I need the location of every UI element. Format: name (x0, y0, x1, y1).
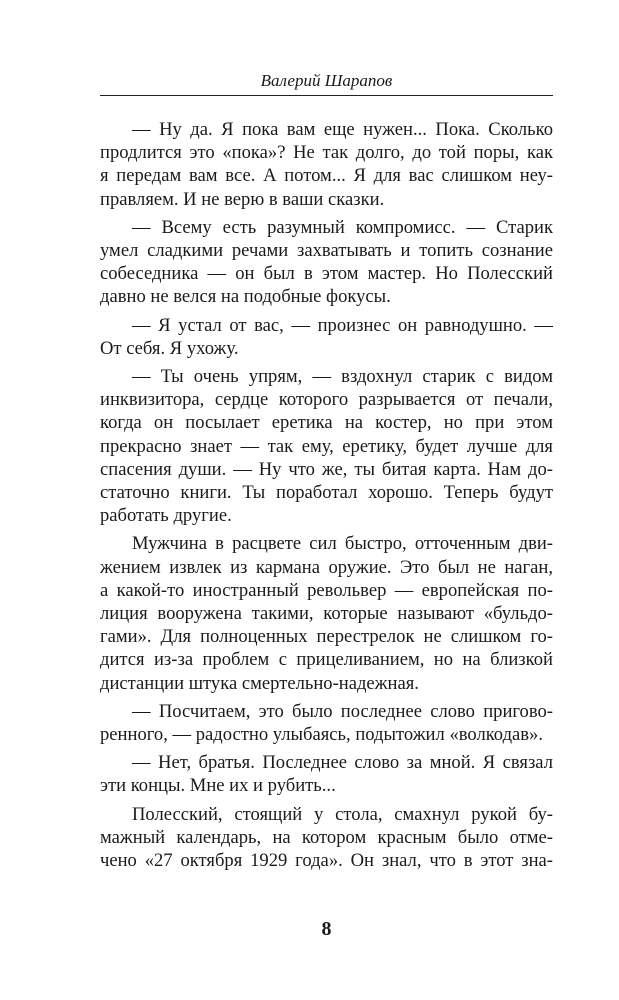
paragraph (100, 216, 553, 309)
text-line: спасения души. — Ну что же, ты битая карта. Нам до- (100, 458, 553, 480)
text-line: я передам вам все. А потом... Я для вас слишком неу- (100, 165, 553, 187)
text-line: умел сладкими речами захватывать и топить сознание (100, 240, 553, 262)
text-line: прекрасно знает — так ему, еретику, будет лучше для (100, 435, 553, 457)
text-line: эти концы. Мне их и рубить... (100, 775, 336, 797)
text-line: — Ты очень упрям, — вздохнул старик с видом (132, 366, 553, 388)
text-line: давно не велся на подобные фокусы. (100, 286, 391, 308)
text-line: инквизитора, сердце которого разрывается от печали, (100, 389, 553, 411)
text-line: — Посчитаем, это было последнее слово пригово- (132, 700, 553, 722)
text-line: ренного, — радостно улыбаясь, подытожил «волкодав». (100, 724, 544, 746)
text-line: — Я устал от вас, — произнес он равнодушно. — (132, 314, 553, 336)
running-head-author: Валерий Шарапов (260, 71, 393, 90)
body-text (100, 118, 553, 877)
header-rule (100, 95, 553, 96)
paragraph (100, 118, 553, 211)
text-line: правляем. И не верю в ваши сказки. (100, 188, 385, 210)
text-line: — Всему есть разумный компромисс. — Старик (132, 216, 553, 238)
text-line: собеседника — он был в этом мастер. Но Полесский (100, 263, 553, 285)
text-line: — Ну да. Я пока вам еще нужен... Пока. Сколько (132, 119, 553, 140)
text-line: а какой-то иностранный револьвер — европейская по- (100, 579, 553, 601)
paragraph (100, 532, 553, 694)
text-line: чено «27 октября 1929 года». Он знал, что в этот зна- (100, 850, 553, 872)
text-line: От себя. Я ухожу. (100, 337, 239, 359)
paragraph (100, 365, 553, 527)
text-line: работать другие. (100, 505, 232, 527)
text-line: гами». Для полноценных перестрелок не слишком го- (100, 626, 553, 648)
text-line: Мужчина в расцвете сил быстро, отточенным дви- (132, 533, 553, 555)
text-line: когда он посылает еретика на костер, но при этом (100, 412, 553, 434)
paragraph (100, 314, 553, 360)
text-line: статочно книги. Ты поработал хорошо. Теперь будут (100, 482, 553, 504)
text-line: Полесский, стоящий у стола, смахнул рукой бу- (132, 803, 553, 825)
paragraph (100, 700, 553, 746)
paragraph (100, 803, 553, 873)
text-line: лиция вооружена такими, которые называют «бульдо- (100, 603, 553, 625)
text-line: продлится это «пока»? Не так долго, до той поры, как (100, 142, 553, 164)
text-line: — Нет, братья. Последнее слово за мной. Я связал (132, 752, 553, 774)
page-number: 8 (321, 918, 332, 940)
text-line: дится из-за проблем с прицеливанием, но на близкой (100, 649, 553, 671)
paragraph (100, 751, 553, 797)
text-line: дистанции штука смертельно-надежная. (100, 672, 419, 694)
text-line: жением извлек из кармана оружие. Это был не наган, (100, 556, 553, 578)
text-line: мажный календарь, на котором красным было отме- (100, 826, 553, 848)
